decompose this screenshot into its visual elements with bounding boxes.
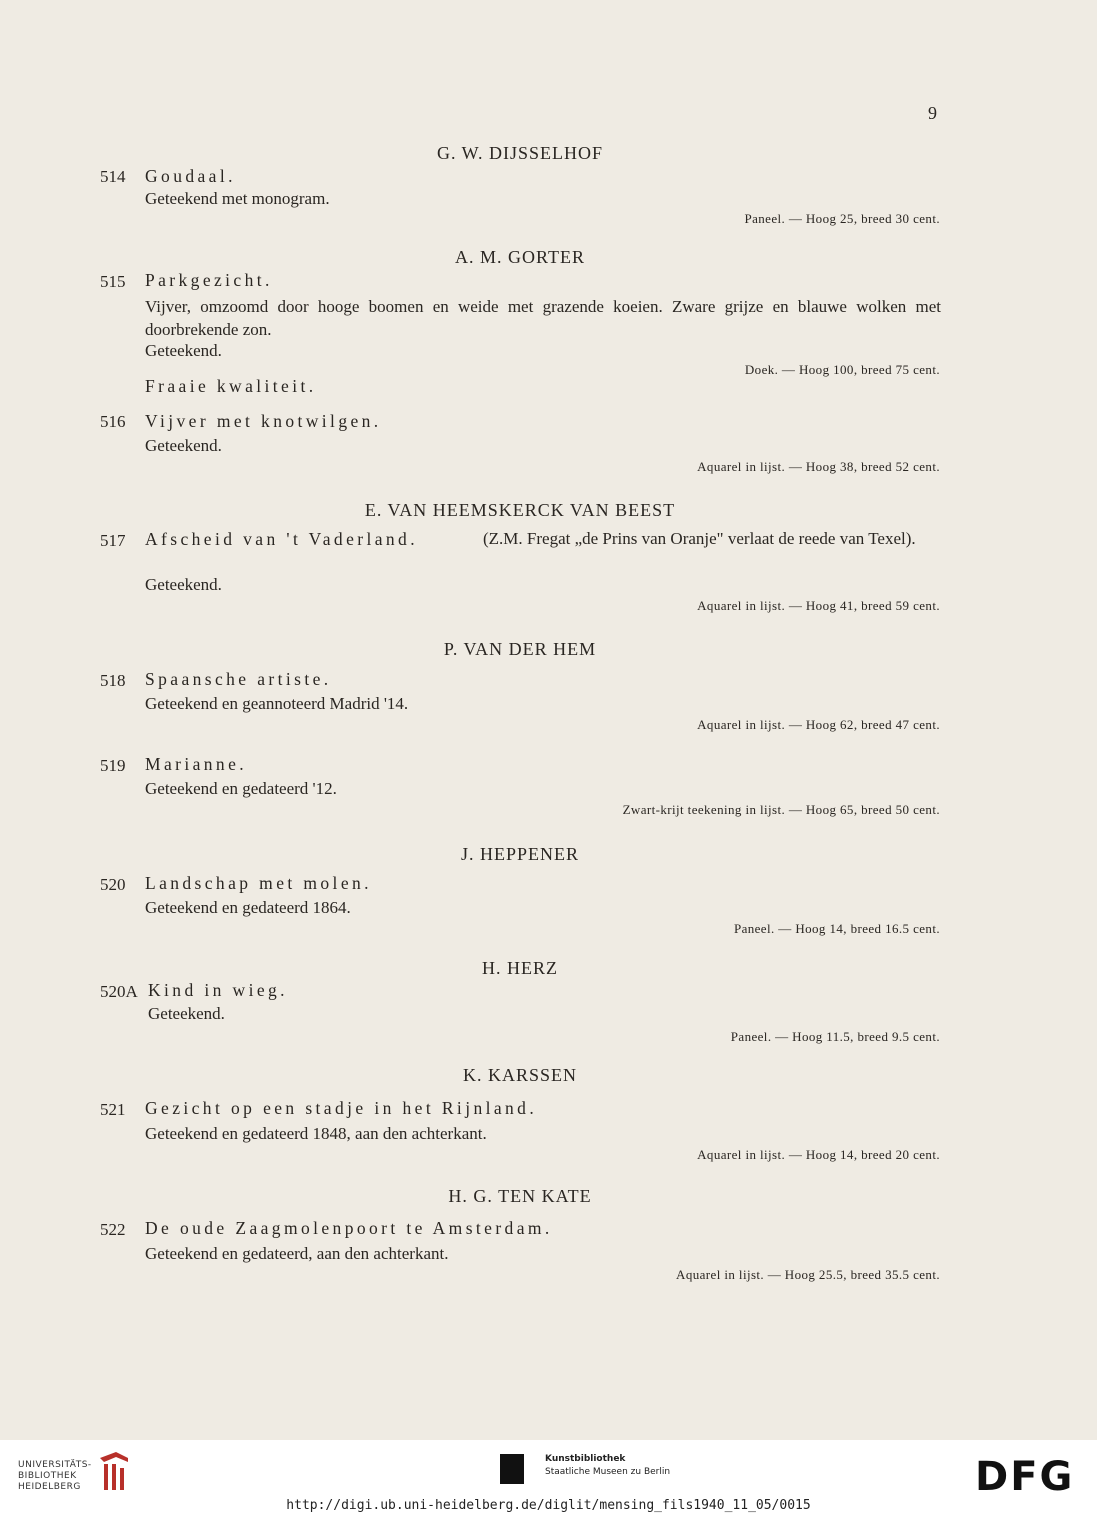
lot-number: 518	[100, 671, 126, 690]
artist-heading: G. W. DIJSSELHOF	[436, 143, 604, 163]
artist-heading: E. VAN HEEMSKERCK VAN BEEST	[364, 500, 676, 520]
lot-dimensions: Aquarel in lijst. — Hoog 14, breed 20 cent.	[697, 1147, 940, 1162]
lot-dimensions: Paneel. — Hoog 14, breed 16.5 cent.	[733, 921, 940, 936]
lot-title: De oude Zaagmolenpoort te Amsterdam.	[145, 1218, 553, 1238]
lot-number: 516	[100, 412, 126, 431]
lot-description: Geteekend en gedateerd 1848, aan den achterkant.	[145, 1124, 487, 1143]
lot-description: (Z.M. Fregat „de Prins van Oranje" verlaat de reede van Texel).	[483, 529, 916, 548]
dfg-logo: DFG	[975, 1454, 1075, 1500]
lot-dimensions: Doek. — Hoog 100, breed 75 cent.	[744, 362, 940, 377]
lot-number: 519	[100, 756, 126, 775]
page-number: 9	[928, 103, 937, 123]
lot-title: Parkgezicht.	[145, 270, 273, 290]
lot-description: Geteekend en gedateerd '12.	[145, 779, 337, 798]
lot-dimensions: Aquarel in lijst. — Hoog 38, breed 52 cent.	[697, 459, 940, 474]
lot-dimensions: Aquarel in lijst. — Hoog 25.5, breed 35.5 cent.	[676, 1267, 940, 1282]
source-url-link[interactable]: http://digi.ub.uni-heidelberg.de/diglit/mensing_fils1940_11_05/0015	[286, 1498, 811, 1513]
lot-description: Geteekend.	[148, 1004, 225, 1023]
lot-signature: Geteekend.	[145, 341, 222, 360]
kunstbibliothek-name: Kunstbibliothek	[545, 1454, 626, 1464]
lot-title: Spaansche artiste.	[145, 669, 332, 689]
lot-title: Landschap met molen.	[145, 873, 372, 893]
lot-dimensions: Paneel. — Hoog 11.5, breed 9.5 cent.	[730, 1029, 940, 1044]
lot-signature: Geteekend.	[145, 575, 222, 594]
lot-description: Geteekend en gedateerd, aan den achterkant.	[145, 1244, 449, 1263]
lot-title: Vijver met knotwilgen.	[145, 411, 382, 431]
lot-description: Geteekend met monogram.	[145, 189, 330, 208]
artist-heading: K. KARSSEN	[462, 1065, 578, 1085]
lot-number: 520A	[100, 982, 138, 1001]
library-line: UNIVERSITÄTS-	[18, 1460, 92, 1470]
artist-heading: H. HERZ	[482, 958, 558, 978]
lot-title: Goudaal.	[145, 166, 236, 186]
lot-dimensions: Aquarel in lijst. — Hoog 41, breed 59 cent.	[697, 598, 940, 613]
lot-number: 520	[100, 875, 126, 894]
lot-dimensions: Zwart-krijt teekening in lijst. — Hoog 65, breed 50 cent.	[622, 802, 940, 817]
lot-title: Afscheid van 't Vaderland.	[145, 529, 418, 549]
footer-bar	[0, 1440, 1097, 1517]
artist-heading: H. G. TEN KATE	[448, 1186, 592, 1206]
lot-number: 515	[100, 272, 126, 291]
lot-title: Marianne.	[145, 754, 248, 774]
lot-description: Geteekend.	[145, 436, 222, 455]
artist-heading: P. VAN DER HEM	[443, 639, 597, 659]
lot-number: 517	[100, 531, 126, 550]
university-library-name	[18, 1460, 92, 1493]
kunstbibliothek-logo-icon	[500, 1454, 524, 1484]
lot-title: Gezicht op een stadje in het Rijnland.	[145, 1098, 538, 1118]
lot-dimensions: Aquarel in lijst. — Hoog 62, breed 47 cent.	[697, 717, 940, 732]
kunstbibliothek-subtitle: Staatliche Museen zu Berlin	[545, 1467, 671, 1477]
lot-dimensions: Paneel. — Hoog 25, breed 30 cent.	[744, 211, 940, 226]
lot-description: Vijver, omzoomd door hooge boomen en weide met grazende koeien. Zware grijze en blauwe wolken met doorbrekende zon.	[145, 297, 941, 339]
lot-note: Fraaie kwaliteit.	[145, 376, 317, 396]
lot-description: Geteekend en geannoteerd Madrid '14.	[145, 694, 409, 713]
lot-title: Kind in wieg.	[148, 980, 288, 1000]
artist-heading: J. HEPPENER	[460, 844, 579, 864]
lot-number: 521	[100, 1100, 126, 1119]
lot-description: Geteekend en gedateerd 1864.	[145, 898, 351, 917]
library-line: BIBLIOTHEK	[18, 1471, 77, 1481]
library-line: HEIDELBERG	[18, 1482, 81, 1492]
lot-number: 514	[100, 167, 126, 186]
kunstbibliothek-label	[545, 1453, 670, 1479]
university-library-logo-icon	[96, 1450, 132, 1494]
lot-number: 522	[100, 1220, 126, 1239]
artist-heading: A. M. GORTER	[455, 247, 585, 267]
